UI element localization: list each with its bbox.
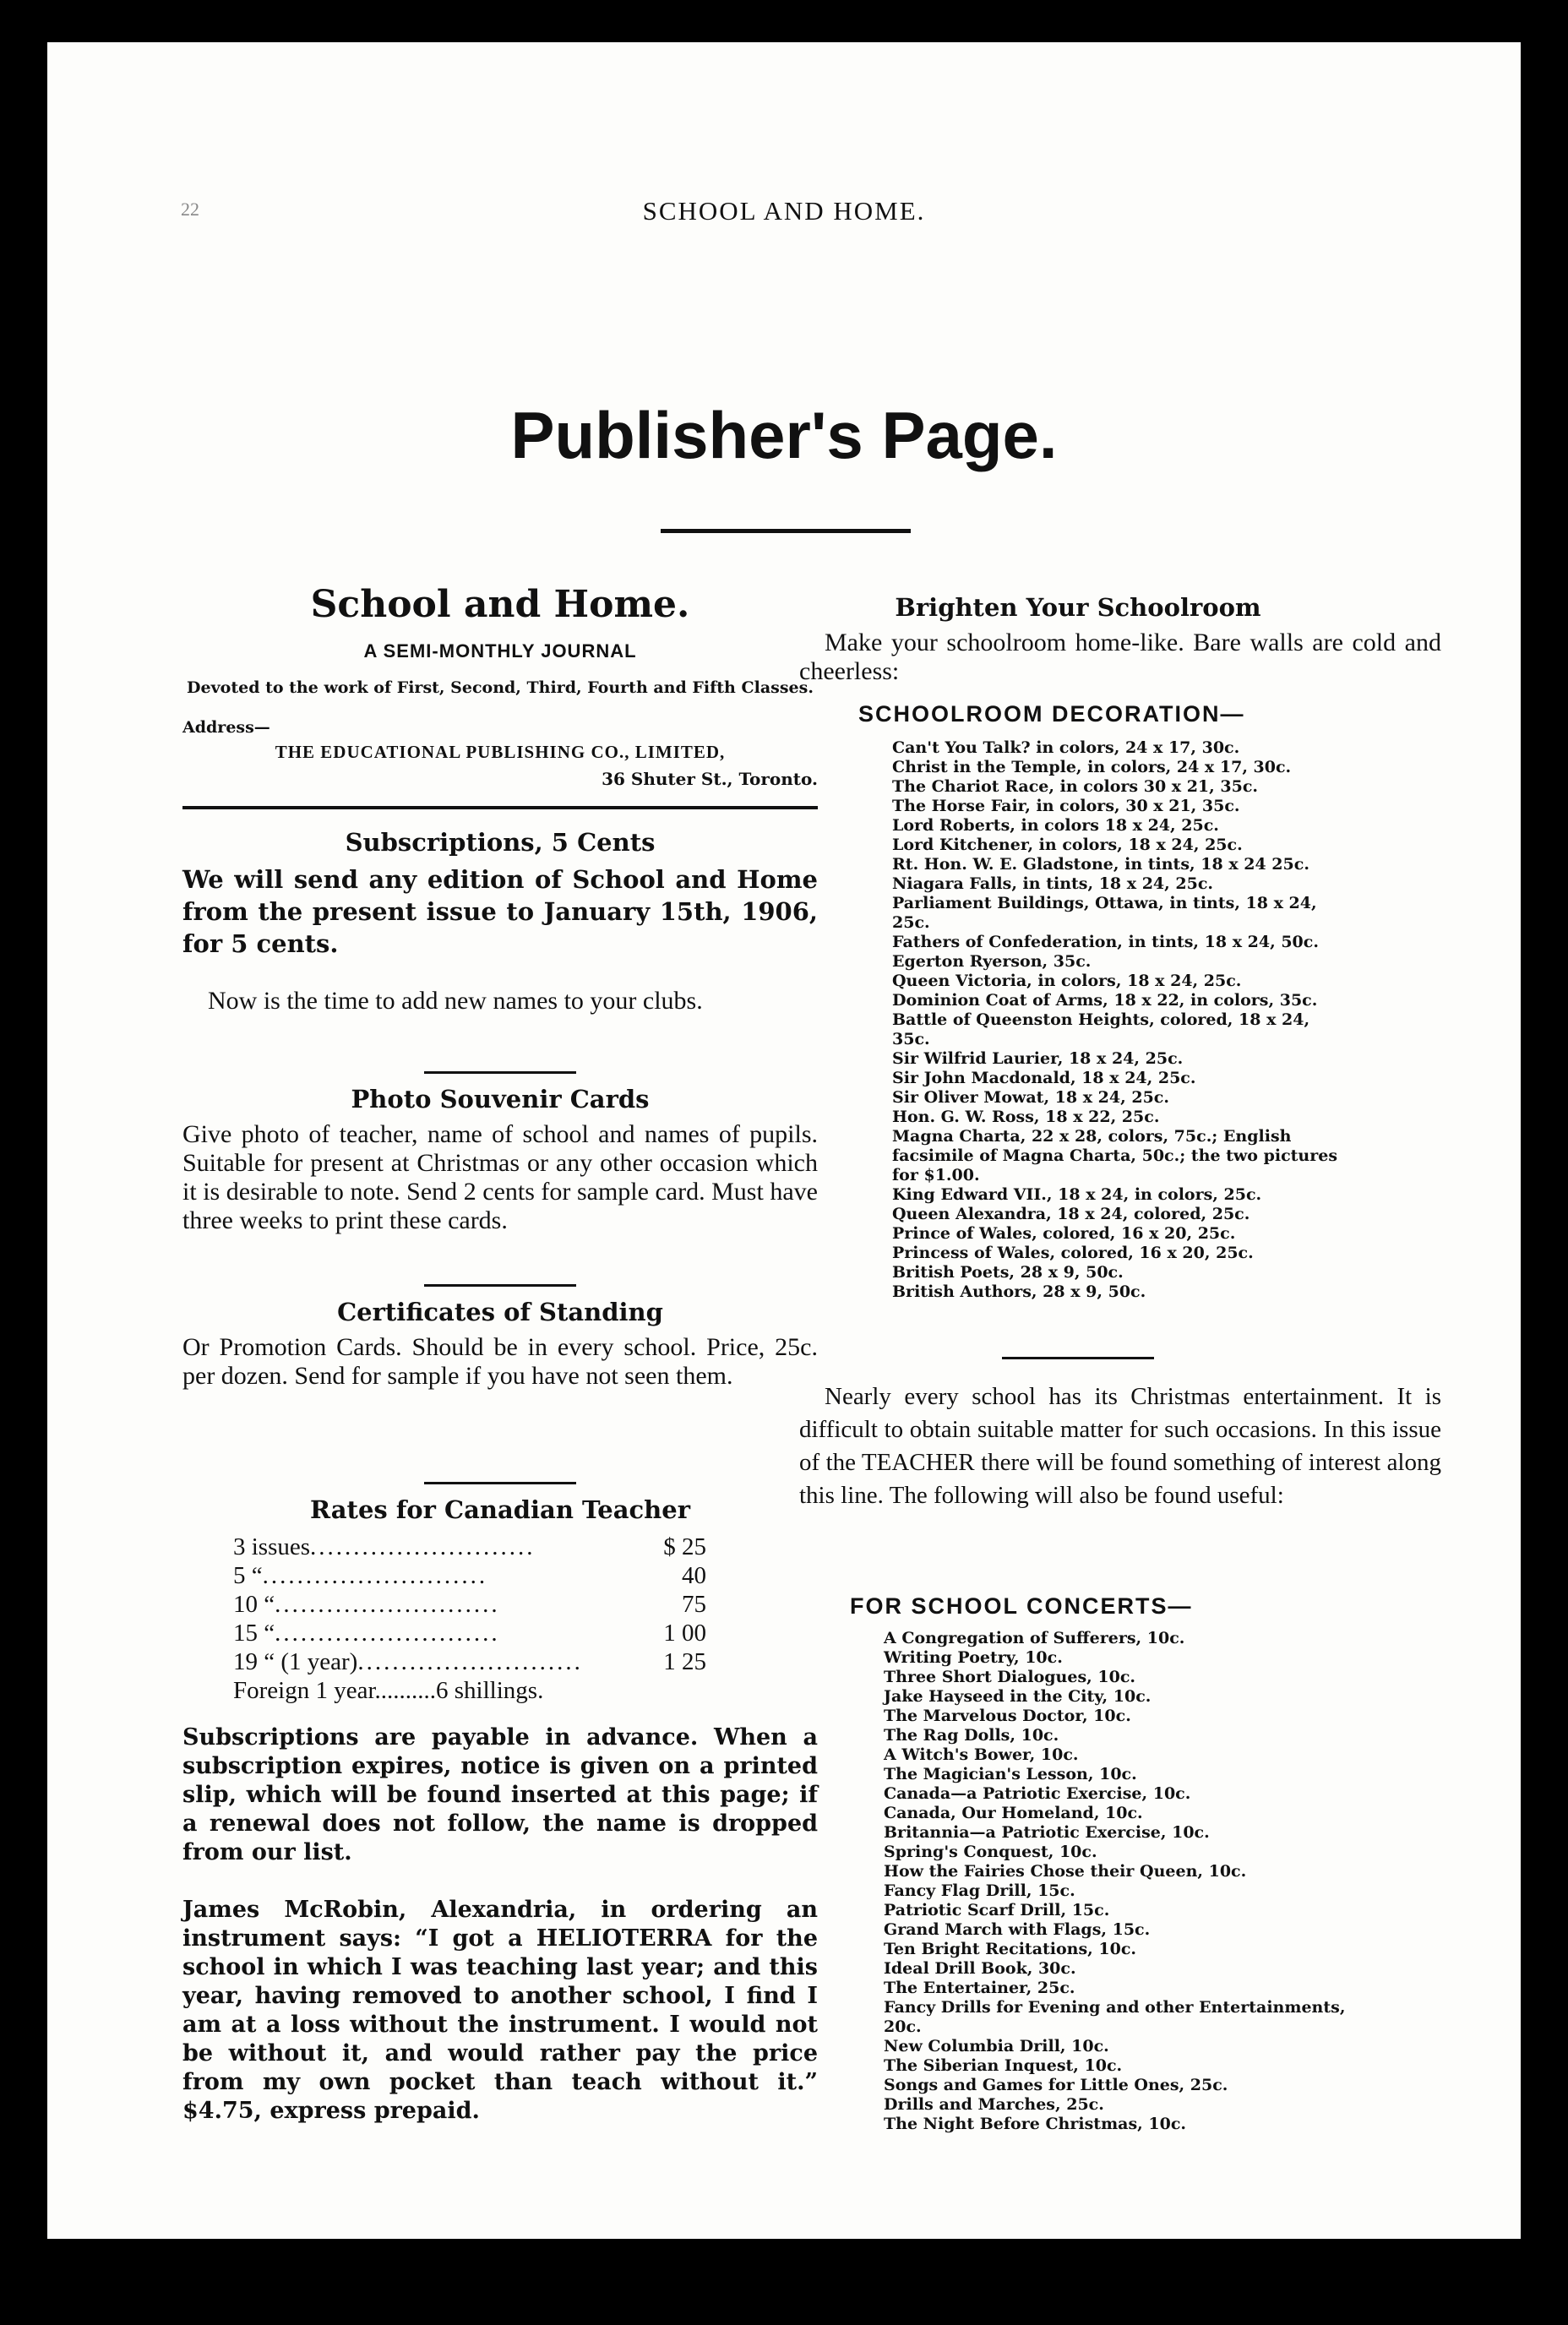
rate-foreign: Foreign 1 year..........6 shillings. — [233, 1677, 544, 1704]
decoration-heading: SCHOOLROOM DECORATION— — [858, 701, 1245, 727]
list-item: King Edward VII., 18 x 24, in colors, 25c. — [892, 1185, 1262, 1204]
subscriptions-heading: Subscriptions, 5 Cents — [345, 828, 656, 857]
list-item: Fancy Drills for Evening and other Entertainments, 20c. — [884, 1998, 1346, 2036]
subscriptions-lead: We will send any edition of School and Home from the present issue to January 15th, 1906, for 5 cents. — [182, 865, 818, 958]
page-title: Publisher's Page. — [510, 398, 1058, 472]
list-item: The Entertainer, 25c. — [884, 1979, 1075, 1997]
list-item: Fathers of Confederation, in tints, 18 x 24, 50c. — [892, 933, 1319, 951]
list-item: The Rag Dolls, 10c. — [884, 1726, 1059, 1745]
publisher-name: THE EDUCATIONAL PUBLISHING CO., LIMITED, — [275, 742, 726, 762]
list-item: Ideal Drill Book, 30c. — [884, 1959, 1076, 1978]
list-item: The Night Before Christmas, 10c. — [884, 2115, 1187, 2133]
list-item: Battle of Queenston Heights, colored, 18 x 24, 35c. — [892, 1010, 1310, 1048]
list-item: Prince of Wales, colored, 16 x 20, 25c. — [892, 1224, 1236, 1243]
christmas-body: Nearly every school has its Christmas entertainment. It is difficult to obtain suitable matter for such occasions. In this issue of the TEACHER there will be found something of interest along this line. The following will also be found useful: — [799, 1383, 1441, 1509]
certificates-heading: Certificates of Standing — [337, 1298, 663, 1326]
list-item: Grand March with Flags, 15c. — [884, 1920, 1151, 1939]
concerts-list — [884, 1629, 1357, 2134]
list-item: British Authors, 28 x 9, 50c. — [892, 1282, 1146, 1301]
list-item: The Horse Fair, in colors, 30 x 21, 35c. — [892, 797, 1240, 815]
list-item: Sir Oliver Mowat, 18 x 24, 25c. — [892, 1088, 1169, 1107]
list-item: Writing Poetry, 10c. — [884, 1648, 1063, 1667]
list-item: Magna Charta, 22 x 28, colors, 75c.; English facsimile of Magna Charta, 50c.; the two pictures for $1.00. — [892, 1127, 1338, 1184]
concerts-heading: FOR SCHOOL CONCERTS— — [850, 1593, 1193, 1619]
list-item: Songs and Games for Little Ones, 25c. — [884, 2076, 1228, 2094]
list-item: Patriotic Scarf Drill, 15c. — [884, 1901, 1110, 1919]
masthead-name: School and Home. — [310, 583, 690, 626]
list-item: Spring's Conquest, 10c. — [884, 1843, 1097, 1861]
list-item: Hon. G. W. Ross, 18 x 22, 25c. — [892, 1108, 1160, 1126]
list-item: Egerton Ryerson, 35c. — [892, 952, 1092, 971]
list-item: Sir John Macdonald, 18 x 24, 25c. — [892, 1069, 1196, 1087]
certificates-body: Or Promotion Cards. Should be in every school. Price, 25c. per dozen. Send for sample if you have not seen them. — [182, 1333, 818, 1390]
page — [47, 42, 1521, 2239]
list-item: Britannia—a Patriotic Exercise, 10c. — [884, 1823, 1210, 1842]
rates-table — [233, 1533, 706, 1705]
page-number: 22 — [181, 199, 199, 220]
photo-cards-heading: Photo Souvenir Cards — [351, 1085, 650, 1113]
list-item: Christ in the Temple, in colors, 24 x 17, 30c. — [892, 758, 1292, 776]
rate-row: 3 issues .......................... $ 25 — [233, 1533, 706, 1560]
divider — [182, 1071, 818, 1074]
rate-row: 10 “ .......................... 75 — [233, 1591, 706, 1618]
divider — [799, 1357, 1357, 1359]
title-rule — [661, 529, 911, 533]
list-item: Sir Wilfrid Laurier, 18 x 24, 25c. — [892, 1049, 1184, 1068]
list-item: Rt. Hon. W. E. Gladstone, in tints, 18 x 24 25c. — [892, 855, 1309, 874]
list-item: British Poets, 28 x 9, 50c. — [892, 1263, 1124, 1282]
divider — [182, 1482, 818, 1484]
list-item: Lord Roberts, in colors 18 x 24, 25c. — [892, 816, 1219, 835]
brighten-body: Make your schoolroom home-like. Bare walls are cold and cheerless: — [799, 629, 1441, 685]
testimonial: James McRobin, Alexandria, in ordering an instrument says: “I got a HELIOTERRA for the school in which I was teaching last year; and this year, having removed to another school, I find I am at a loss without the instrument. I would not be without it, and would rather pay the price from my own pocket than teach without it.” $4.75, express prepaid. — [182, 1897, 818, 2124]
address-label: Address— — [182, 718, 270, 737]
list-item: How the Fairies Chose their Queen, 10c. — [884, 1862, 1247, 1881]
list-item: Ten Bright Recitations, 10c. — [884, 1940, 1137, 1958]
list-item: The Chariot Race, in colors 30 x 21, 35c. — [892, 777, 1259, 796]
list-item: Queen Alexandra, 18 x 24, colored, 25c. — [892, 1205, 1250, 1223]
divider — [182, 1284, 818, 1287]
decoration-list — [892, 738, 1348, 1302]
list-item: Parliament Buildings, Ottawa, in tints, 18 x 24, 25c. — [892, 894, 1317, 932]
list-item: Fancy Flag Drill, 15c. — [884, 1881, 1075, 1900]
rate-row: 15 “ .......................... 1 00 — [233, 1620, 706, 1647]
list-item: Niagara Falls, in tints, 18 x 24, 25c. — [892, 874, 1213, 893]
list-item: Princess of Wales, colored, 16 x 20, 25c. — [892, 1244, 1254, 1262]
subscriptions-body: Now is the time to add new names to your clubs. — [208, 987, 703, 1015]
rates-terms: Subscriptions are payable in advance. When a subscription expires, notice is given on a printed slip, which will be found inserted at this page; if a renewal does not follow, the name is dropped from our list. — [182, 1724, 818, 1865]
masthead-subtitle: A SEMI-MONTHLY JOURNAL — [363, 640, 637, 662]
running-head: SCHOOL AND HOME. — [642, 196, 926, 226]
rate-row: 5 “ .......................... 40 — [233, 1562, 706, 1589]
photo-cards-body: Give photo of teacher, name of school and names of pupils. Suitable for present at Christmas or any other occasion which it is desirable to note. Send 2 cents for sample card. Must have three weeks to print these cards. — [182, 1120, 818, 1234]
masthead-rule — [182, 806, 818, 809]
list-item: The Marvelous Doctor, 10c. — [884, 1707, 1131, 1725]
list-item: Can't You Talk? in colors, 24 x 17, 30c. — [892, 738, 1240, 757]
list-item: A Congregation of Sufferers, 10c. — [884, 1629, 1185, 1647]
masthead-devoted: Devoted to the work of First, Second, Third, Fourth and Fifth Classes. — [187, 678, 814, 697]
list-item: Jake Hayseed in the City, 10c. — [884, 1687, 1152, 1706]
brighten-heading: Brighten Your Schoolroom — [895, 593, 1261, 622]
list-item: Canada, Our Homeland, 10c. — [884, 1804, 1143, 1822]
list-item: Lord Kitchener, in colors, 18 x 24, 25c. — [892, 836, 1243, 854]
publisher-street: 36 Shuter St., Toronto. — [602, 769, 818, 789]
list-item: Dominion Coat of Arms, 18 x 22, in colors, 35c. — [892, 991, 1318, 1010]
list-item: The Siberian Inquest, 10c. — [884, 2056, 1123, 2075]
list-item: A Witch's Bower, 10c. — [884, 1745, 1079, 1764]
list-item: Canada—a Patriotic Exercise, 10c. — [884, 1784, 1191, 1803]
list-item: Queen Victoria, in colors, 18 x 24, 25c. — [892, 972, 1242, 990]
rates-heading: Rates for Canadian Teacher — [310, 1495, 690, 1524]
list-item: Three Short Dialogues, 10c. — [884, 1668, 1135, 1686]
list-item: New Columbia Drill, 10c. — [884, 2037, 1109, 2055]
list-item: The Magician's Lesson, 10c. — [884, 1765, 1137, 1783]
list-item: Drills and Marches, 25c. — [884, 2095, 1104, 2114]
rate-row: 19 “ (1 year) .......................... 1 25 — [233, 1648, 706, 1675]
